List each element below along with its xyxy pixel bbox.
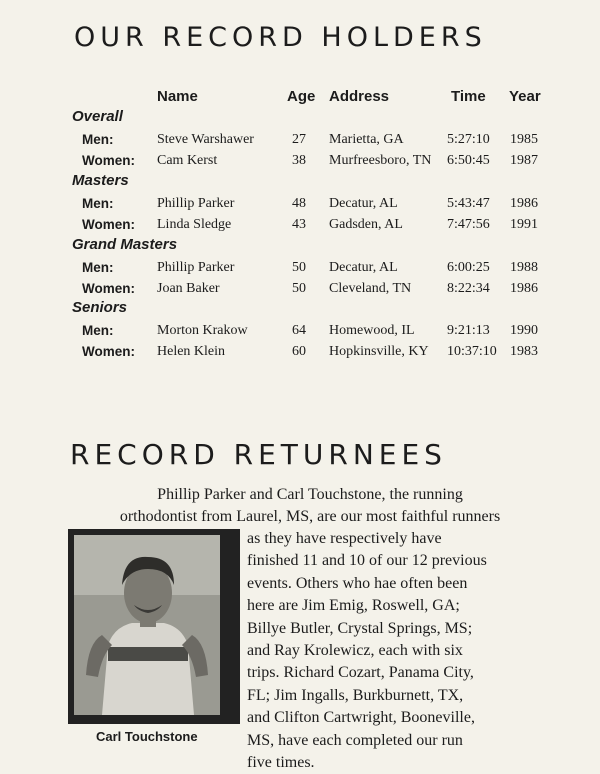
cell-name: Cam Kerst	[157, 153, 218, 168]
cell-time: 9:21:13	[447, 323, 490, 338]
paragraph-line: finished 11 and 10 of our 12 previous	[247, 552, 487, 570]
cell-name: Steve Warshawer	[157, 132, 254, 147]
cell-name: Linda Sledge	[157, 217, 232, 232]
cell-year: 1987	[510, 153, 538, 168]
paragraph-line: Phillip Parker and Carl Touchstone, the running	[157, 486, 463, 503]
runner-photo	[68, 529, 240, 724]
table-row	[0, 281, 600, 299]
cell-time: 5:27:10	[447, 132, 490, 147]
cell-year: 1991	[510, 217, 538, 232]
paragraph-line: and Ray Krolewicz, each with six	[247, 642, 463, 660]
cell-address: Marietta, GA	[329, 132, 404, 147]
cell-age: 50	[292, 281, 306, 296]
cell-name: Morton Krakow	[157, 323, 248, 338]
cell-age: 64	[292, 323, 306, 338]
cell-time: 7:47:56	[447, 217, 490, 232]
cell-address: Decatur, AL	[329, 196, 398, 211]
cell-age: 48	[292, 196, 306, 211]
cell-year: 1988	[510, 260, 538, 275]
cell-time: 5:43:47	[447, 196, 490, 211]
cell-role: Men:	[82, 260, 114, 275]
cell-age: 27	[292, 132, 306, 147]
category-label: Grand Masters	[72, 236, 178, 253]
cell-age: 60	[292, 344, 306, 359]
table-row	[0, 217, 600, 235]
cell-role: Men:	[82, 196, 114, 211]
table-row	[0, 323, 600, 341]
cell-address: Hopkinsville, KY	[329, 344, 429, 359]
cell-year: 1985	[510, 132, 538, 147]
category-label: Seniors	[72, 299, 128, 316]
cell-age: 50	[292, 260, 306, 275]
column-header-address: Address	[329, 88, 390, 105]
cell-age: 43	[292, 217, 306, 232]
paragraph-line: trips. Richard Cozart, Panama City,	[247, 664, 474, 682]
returnees-lead-paragraph	[70, 484, 550, 529]
cell-role: Men:	[82, 323, 114, 338]
column-header-age: Age	[287, 88, 316, 105]
cell-role: Women:	[82, 344, 135, 359]
cell-time: 10:37:10	[447, 344, 497, 359]
table-row	[0, 132, 600, 150]
paragraph-line: Billye Butler, Crystal Springs, MS;	[247, 619, 473, 637]
column-header-time: Time	[451, 88, 486, 105]
cell-address: Decatur, AL	[329, 260, 398, 275]
cell-name: Joan Baker	[157, 281, 220, 296]
table-row	[0, 344, 600, 362]
paragraph-line: events. Others who hae often been	[247, 574, 468, 592]
paragraph-line: five times.	[247, 754, 315, 772]
table-row	[0, 260, 600, 278]
cell-address: Cleveland, TN	[329, 281, 412, 296]
cell-address: Gadsden, AL	[329, 217, 403, 232]
column-header-year: Year	[509, 88, 541, 105]
cell-role: Women:	[82, 217, 135, 232]
cell-name: Phillip Parker	[157, 260, 235, 275]
column-header-name: Name	[157, 88, 198, 105]
category-label: Overall	[72, 108, 123, 125]
photo-caption: Carl Touchstone	[96, 729, 198, 744]
cell-age: 38	[292, 153, 306, 168]
runner-photo-image	[74, 535, 220, 715]
paragraph-line: and Clifton Cartwright, Booneville,	[247, 709, 475, 727]
cell-time: 6:00:25	[447, 260, 490, 275]
cell-role: Women:	[82, 153, 135, 168]
record-returnees-heading: RECORD RETURNEES	[70, 438, 447, 471]
table-row	[0, 153, 600, 171]
cell-year: 1986	[510, 196, 538, 211]
cell-year: 1990	[510, 323, 538, 338]
cell-address: Murfreesboro, TN	[329, 153, 432, 168]
record-holders-heading: OUR RECORD HOLDERS	[74, 22, 487, 53]
cell-address: Homewood, IL	[329, 323, 415, 338]
paragraph-line: orthodontist from Laurel, MS, are our most faithful runners	[119, 508, 501, 526]
paragraph-line: as they have respectively have	[247, 530, 442, 547]
cell-year: 1986	[510, 281, 538, 296]
cell-name: Phillip Parker	[157, 196, 235, 211]
returnees-body-paragraph	[247, 528, 547, 774]
paragraph-line: here are Jim Emig, Roswell, GA;	[247, 597, 460, 615]
cell-year: 1983	[510, 344, 538, 359]
table-row	[0, 196, 600, 214]
cell-time: 6:50:45	[447, 153, 490, 168]
cell-name: Helen Klein	[157, 344, 226, 359]
cell-time: 8:22:34	[447, 281, 490, 296]
cell-role: Men:	[82, 132, 114, 147]
paragraph-line: MS, have each completed our run	[247, 731, 463, 749]
category-label: Masters	[72, 172, 129, 189]
cell-role: Women:	[82, 281, 135, 296]
paragraph-line: FL; Jim Ingalls, Burkburnett, TX,	[247, 686, 464, 704]
